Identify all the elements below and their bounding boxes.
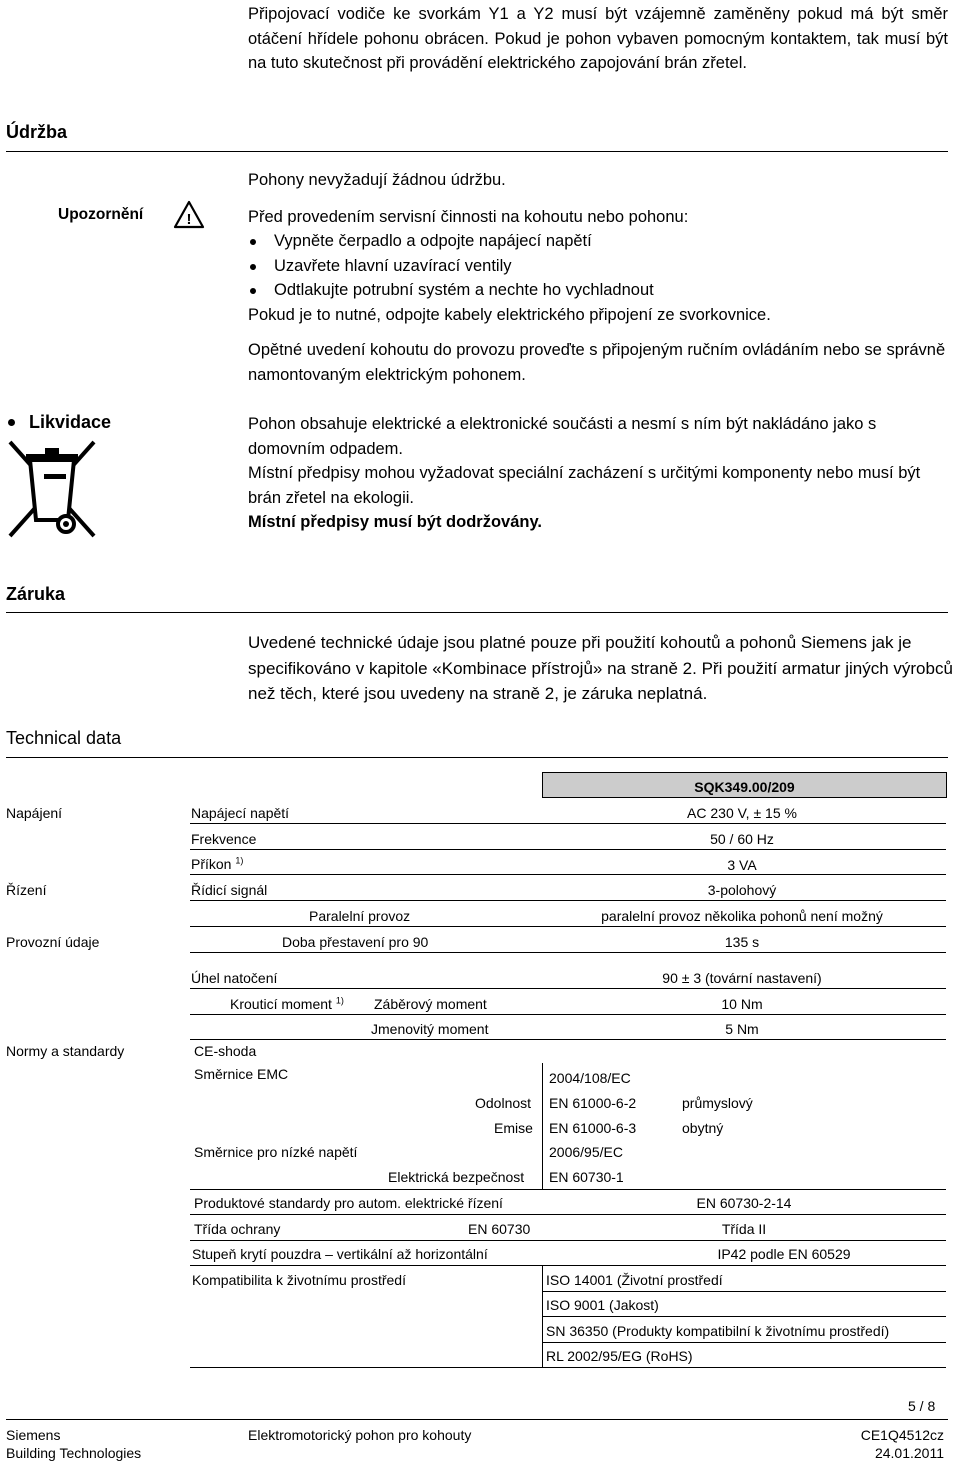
disposal-label: Likvidace <box>29 412 112 432</box>
table-divider <box>190 823 946 824</box>
odolnost-label: Odolnost <box>475 1095 532 1111</box>
list-item: Uzavřete hlavní uzavírací ventily <box>248 254 654 279</box>
footer-company-1: Siemens <box>6 1427 61 1443</box>
emise-label: Emise <box>494 1120 533 1136</box>
krouticí-moment-label: Krouticí moment $^{1)}$ <box>230 995 344 1012</box>
technical-divider <box>6 757 948 758</box>
row-group-rizeni: Řízení <box>6 882 47 898</box>
warning-triangle-icon <box>173 200 205 234</box>
smernice-emc-value: 2004/108/EC <box>549 1070 631 1086</box>
footer-doc-title: Elektromotorický pohon pro kohouty <box>248 1427 472 1443</box>
nizke-napeti-label: Směrnice pro nízké napětí <box>194 1144 358 1160</box>
footer-doc-code: CE1Q4512cz <box>860 1427 944 1443</box>
uhel-natoceni-label: Úhel natočení <box>191 970 278 986</box>
produktove-standardy-label: Produktové standardy pro autom. elektrické řízení <box>194 1195 503 1211</box>
doba-prestaveni-value: 135 s <box>724 934 760 950</box>
el-bezpecnost-label: Elektrická bezpečnost <box>388 1169 525 1185</box>
paralelni-provoz-value: paralelní provoz několika pohonů není možný <box>601 908 883 924</box>
kompatibilita-value-3: SN 36350 (Produkty kompatibilní k životnímu prostředí) <box>546 1323 890 1339</box>
ce-shoda-label: CE-shoda <box>194 1043 257 1059</box>
warning-bullet-list <box>248 229 654 303</box>
ridici-signal-value: 3-polohový <box>707 882 777 898</box>
jmenovity-moment-value: 5 Nm <box>725 1021 759 1037</box>
disposal-text-1: Pohon obsahuje elektrické a elektronické součásti a nesmí s ním být nakládáno jako s domovním odpadem. <box>248 415 877 458</box>
table-divider <box>542 1342 946 1343</box>
stupen-kryti-value: IP42 podle EN 60529 <box>717 1246 851 1262</box>
list-item: Odtlakujte potrubní systém a nechte ho vychladnout <box>248 278 654 303</box>
warranty-divider <box>6 612 948 613</box>
table-divider <box>190 1014 946 1015</box>
prikon-value: 3 VA <box>727 857 757 873</box>
emise-value: EN 61000-6-3 <box>549 1120 637 1136</box>
zaberovy-moment-label: Záběrový moment <box>374 996 487 1012</box>
jmenovity-moment-label: Jmenovitý moment <box>371 1021 489 1037</box>
stupen-kryti-label: Stupeň krytí pouzdra – vertikální až horizontální <box>192 1246 488 1262</box>
warning-after-text: Pokud je to nutné, odpojte kabely elektrického připojení ze svorkovnice. <box>248 306 771 324</box>
disposal-text-3: Místní předpisy musí být dodržovány. <box>248 513 542 531</box>
svg-text:!: ! <box>186 211 192 228</box>
table-divider <box>190 1214 946 1215</box>
list-item: Vypněte čerpadlo a odpojte napájecí napětí <box>248 229 654 254</box>
row-group-normy: Normy a standardy <box>6 1043 125 1059</box>
kompatibilita-label: Kompatibilita k životnímu prostředí <box>192 1272 406 1288</box>
warranty-text: Uvedené technické údaje jsou platné pouze při použití kohoutů a pohonů Siemens jak je specifikováno v kapitole «Kombinace přístrojů» na straně 2. Při použití armatur jiných výrobců než těch, které jsou uvedeny na straně 2, je záruka neplatná. <box>248 633 953 703</box>
model-header: SQK349.00/209 <box>694 779 795 795</box>
doba-prestaveni-label: Doba přestavení pro 90 <box>282 934 429 950</box>
table-divider <box>190 1189 946 1190</box>
footer-date: 24.01.2011 <box>874 1445 944 1461</box>
prikon-label: Příkon $^{1)}$ <box>191 855 244 872</box>
table-divider <box>190 926 946 927</box>
paralelni-provoz-label: Paralelní provoz <box>309 908 411 924</box>
smernice-emc-label: Směrnice EMC <box>194 1066 289 1082</box>
warning-intro: Před provedením servisní činnosti na kohoutu nebo pohonu: <box>248 208 689 226</box>
kompatibilita-value-2: ISO 9001 (Jakost) <box>546 1297 659 1313</box>
uhel-natoceni-value: 90 ± 3 (tovární nastavení) <box>662 970 822 986</box>
row-group-provozni-udaje: Provozní údaje <box>6 934 100 950</box>
nizke-napeti-value: 2006/95/EC <box>549 1144 623 1160</box>
footer-divider <box>6 1419 948 1420</box>
warranty-title: Záruka <box>6 584 66 604</box>
odolnost-value: EN 61000-6-2 <box>549 1095 637 1111</box>
kompatibilita-value-1: ISO 14001 (Životní prostředí <box>546 1272 723 1288</box>
disposal-bullet <box>8 419 15 426</box>
table-divider <box>190 849 946 850</box>
table-divider <box>190 900 946 901</box>
footer-company-2: Building Technologies <box>6 1445 142 1461</box>
crossed-out-bin-icon <box>8 440 96 543</box>
trida-ochrany-norm: EN 60730 <box>468 1221 531 1237</box>
napajeci-napeti-label: Napájecí napětí <box>191 805 290 821</box>
table-divider <box>190 1265 946 1266</box>
table-divider <box>542 1316 946 1317</box>
maintenance-divider <box>6 151 948 152</box>
table-divider <box>542 1291 946 1292</box>
table-divider <box>190 1240 946 1241</box>
emise-note: obytný <box>682 1120 724 1136</box>
frekvence-label: Frekvence <box>191 831 257 847</box>
table-divider <box>190 1039 946 1040</box>
table-divider <box>542 1265 543 1367</box>
table-divider <box>190 988 946 989</box>
warning-recommission-text: Opětné uvedení kohoutu do provozu proveďte s připojeným ručním ovládáním nebo se správně namontovaným elektrickým pohonem. <box>248 341 946 384</box>
odolnost-note: průmyslový <box>682 1095 753 1111</box>
ridici-signal-label: Řídicí signál <box>191 882 268 898</box>
maintenance-text: Pohony nevyžadují žádnou údržbu. <box>248 171 506 189</box>
row-group-napajeni: Napájení <box>6 805 63 821</box>
zaberovy-moment-value: 10 Nm <box>721 996 763 1012</box>
table-divider <box>190 1367 946 1368</box>
napajeci-napeti-value: AC 230 V, ± 15 % <box>687 805 797 821</box>
frekvence-value: 50 / 60 Hz <box>710 831 774 847</box>
kompatibilita-value-4: RL 2002/95/EG (RoHS) <box>546 1348 693 1364</box>
el-bezpecnost-value: EN 60730-1 <box>549 1169 624 1185</box>
trida-ochrany-value: Třída II <box>721 1221 767 1237</box>
disposal-text-2: Místní předpisy mohou vyžadovat speciální zacházení s určitými komponenty nebo musí být brán zřetel na ekologii. <box>248 464 921 507</box>
page-number: 5 / 8 <box>908 1398 936 1414</box>
intro-paragraph: Připojovací vodiče ke svorkám Y1 a Y2 musí být vzájemně zaměněny pokud má být směr otáčení hřídele pohonu obrácen. Pokud je pohon vybaven pomocným kontaktem, tak musí být na tuto skutečnost při provádění elektrického zapojování brán zřetel. <box>248 5 948 72</box>
produktove-standardy-value: EN 60730-2-14 <box>696 1195 792 1211</box>
technical-title: Technical data <box>6 728 122 748</box>
table-divider <box>190 952 946 953</box>
trida-ochrany-label: Třída ochrany <box>194 1221 281 1237</box>
warning-label: Upozornění <box>58 206 144 223</box>
table-divider <box>190 874 946 875</box>
table-divider <box>542 1063 543 1189</box>
maintenance-title: Údržba <box>6 122 68 142</box>
